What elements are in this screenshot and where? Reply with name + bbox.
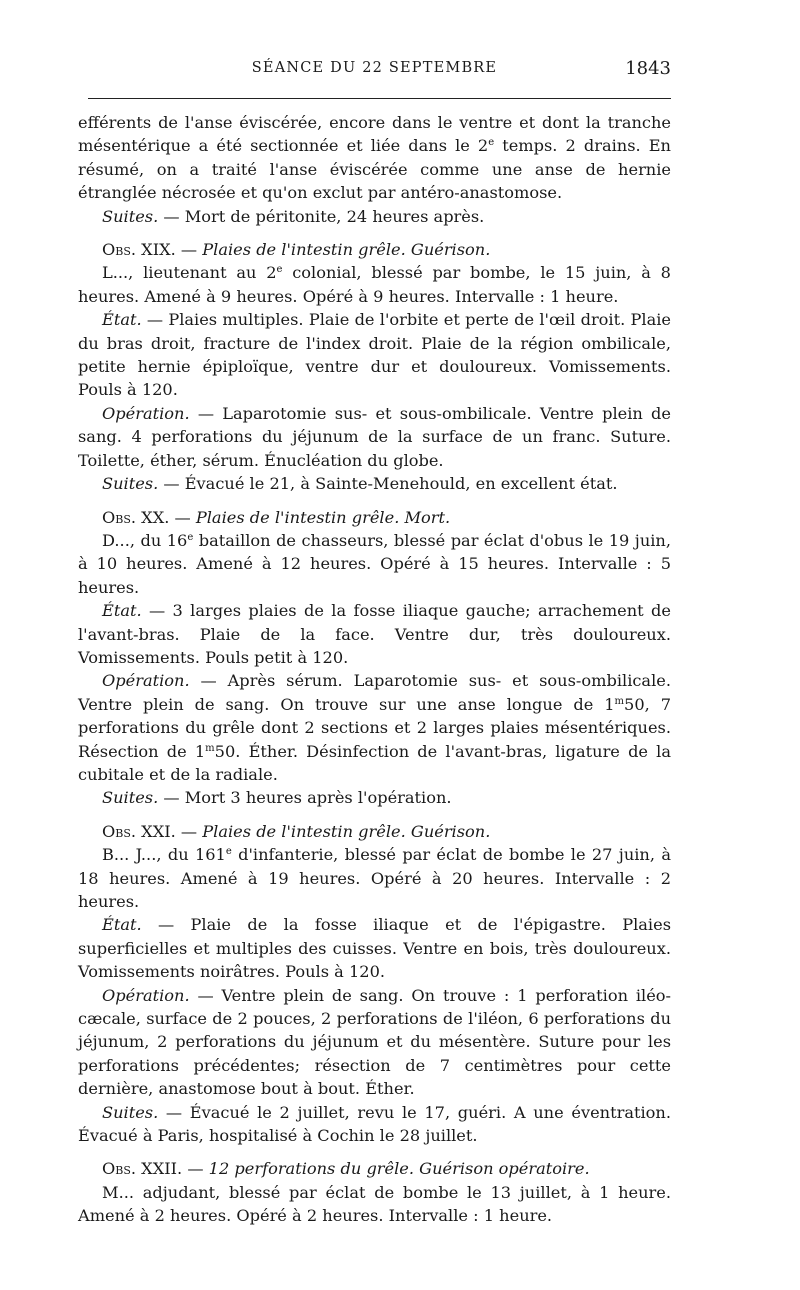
obs20-etat: État. — 3 larges plaies de la fosse iliaque gauche; arrachement de l'avant-bras. Plaie de la face. Ventre dur, très douloureux. Vomissements. Pouls petit à 120. <box>78 601 671 667</box>
intro-paragraph: efférents de l'anse éviscérée, encore dans le ventre et dont la tranche mésentérique a été sectionnée et liée dans le 2e temps. 2 drains. En résumé, on a traité l'anse éviscérée comme une anse de hernie étranglée nécrosée et qu'on exclut par antéro-anastomose. <box>78 113 671 203</box>
intro-suites: Suites. — Mort de péritonite, 24 heures après. <box>102 206 485 226</box>
obs21-etat: État. — Plaie de la fosse iliaque et de l'épigastre. Plaies superficielles et multiples des cuisses. Ventre en bois, très douloureux. Vomissements noirâtres. Pouls à 120. <box>78 915 671 982</box>
obs20-patient: D..., du 16e bataillon de chasseurs, blessé par éclat d'obus le 19 juin, à 10 heures. Amené à 12 heures. Opéré à 15 heures. Intervalle : 5 heures. <box>78 530 671 597</box>
page-number: 1843 <box>625 58 671 79</box>
obs20-suites: Suites. — Mort 3 heures après l'opération. <box>102 788 452 808</box>
obs19-suites: Suites. — Évacué le 21, à Sainte-Menehould, en excellent état. <box>102 474 618 494</box>
obs19-etat: État. — Plaies multiples. Plaie de l'orbite et perte de l'œil droit. Plaie du bras droit, fracture de l'index droit. Plaie de la région ombilicale, petite hernie épiploïque, ventre dur et douloureux. Vomissements. Pouls à 120. <box>78 310 671 400</box>
obs19-heading: Obs. XIX. — Plaies de l'intestin grêle. Guérison. <box>102 240 491 260</box>
obs19-patient: L..., lieutenant au 2e colonial, blessé par bombe, le 15 juin, à 8 heures. Amené à 9 heures. Opéré à 9 heures. Intervalle : 1 heure. <box>78 263 671 306</box>
header-rule <box>88 98 671 99</box>
page-header <box>78 58 671 88</box>
obs21-patient: B... J..., du 161e d'infanterie, blessé par éclat de bombe le 27 juin, à 18 heures. Amené à 19 heures. Opéré à 20 heures. Intervalle : 2 heures. <box>78 845 671 911</box>
obs21-suites: Suites. — Évacué le 2 juillet, revu le 17, guéri. A une éventration. Évacué à Paris, hospitalisé à Cochin le 28 juillet. <box>78 1102 671 1146</box>
obs22-patient: M... adjudant, blessé par éclat de bombe le 13 juillet, à 1 heure. Amené à 2 heures. Opéré à 2 heures. Intervalle : 1 heure. <box>78 1182 671 1226</box>
obs20-operation: Opération. — Après sérum. Laparotomie sus- et sous-ombilicale. Ventre plein de sang. On trouve sur une anse longue de 1$^m$50, 7 perforations du grêle dont 2 sections et 2 larges plaies mésentériques. Résection de 1$^m$50. Éther. Désinfection de l'avant-bras, ligature de la cubitale et de la radiale. <box>78 671 672 784</box>
document-page <box>78 58 671 1228</box>
obs19-operation: Opération. — Laparotomie sus- et sous-ombilicale. Ventre plein de sang. 4 perforations du jéjunum de la surface de un franc. Suture. Toilette, éther, sérum. Énucléation du globe. <box>78 403 671 470</box>
running-title: SÉANCE DU 22 SEPTEMBRE <box>251 60 498 76</box>
obs22-heading: Obs. XXII. — 12 perforations du grêle. Guérison opératoire. <box>102 1159 590 1179</box>
obs21-heading: Obs. XXI. — Plaies de l'intestin grêle. Guérison. <box>102 821 491 841</box>
obs20-heading: Obs. XX. — Plaies de l'intestin grêle. Mort. <box>102 507 451 527</box>
obs21-operation: Opération. — Ventre plein de sang. On trouve : 1 perforation iléo-cæcale, surface de 2 pouces, 2 perforations de l'iléon, 6 perforations du jéjunum, 2 perforations du jéjunum et du mésentère. Suture pour les perforations précédentes; résection de 7 centimètres pour cette dernière, anastomose bout à bout. Éther. <box>78 985 671 1099</box>
